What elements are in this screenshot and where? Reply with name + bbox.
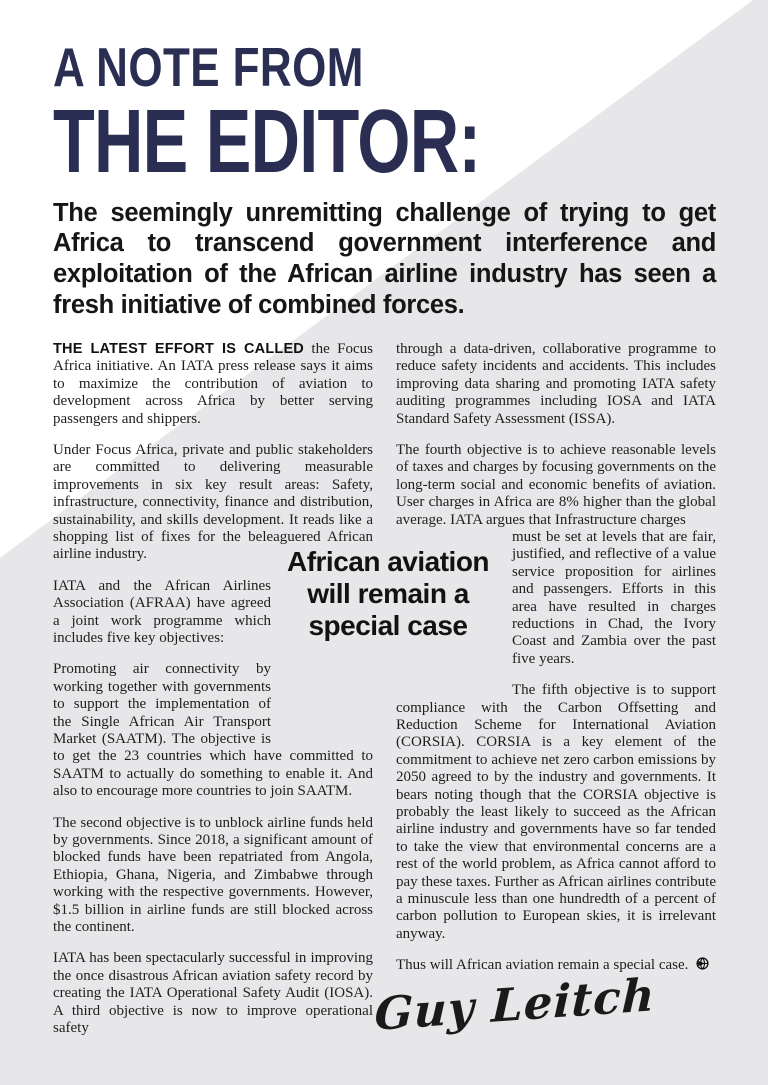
editor-signature: Guy Leitch xyxy=(373,968,657,1041)
right-column xyxy=(396,341,716,1052)
globe-end-mark-icon xyxy=(696,957,709,975)
page-content xyxy=(53,0,716,1052)
paragraph-text: must be set at levels that are fair, justified, and reflective of a value service proposition for airlines and passengers. Efforts in this area have resulted in charges reductions in Chad, the Ivory Coast and Zambia over the past five years. xyxy=(512,528,716,667)
paragraph-text: Thus will African aviation remain a special case. xyxy=(396,957,689,974)
pull-quote-text: African aviation will remain a special case xyxy=(286,545,490,642)
paragraph: Promoting air connectivity by working together with governments to support the implementation of the Single African Air Transport Market (SAATM). The objective is to get the 23 countries which have committed to SAATM to actually do something to enable it. And also to encourage more countries to join SAATM. xyxy=(53,661,373,800)
paragraph: The second objective is to unblock airline funds held by governments. Since 2018, a significant amount of blocked funds have been repatriated from Angola, Ethiopia, Ghana, Nigeria, and Zimbabwe through working with the respective governments. However, $1.5 billion in airline funds are still blocked across the continent. xyxy=(53,814,373,936)
paragraph: IATA has been spectacularly successful in improving the once disastrous African aviation safety record by creating the IATA Operational Safety Audit (IOSA). A third objective is now to improve operational safety xyxy=(53,950,373,1037)
article-columns xyxy=(53,341,716,1052)
paragraph xyxy=(53,341,373,428)
paragraph: The fifth objective is to support compliance with the Carbon Offsetting and Reduction Scheme for International Aviation (CORSIA). CORSIA is a key element of the commitment to achieve net zero carbon emissions by 2050 agreed to by the industry and governments. It bears noting though that the CORSIA objective is probably the least likely to succeed as the African airline industry and governments have so far tended to take the view that environmental concerns are a rest of the world problem, as Africa cannot afford to pay these taxes. Further as African airlines contribute a minuscule less than one hundredth of a percent of carbon pollution to European skies, it is irrelevant anyway. xyxy=(396,682,716,942)
pull-quote-spacer xyxy=(271,578,373,732)
standfirst: The seemingly unremitting challenge of trying to get Africa to transcend government interference and exploitation of the African airline industry has seen a fresh initiative of combined forces. xyxy=(53,198,716,320)
paragraph: Under Focus Africa, private and public stakeholders are committed to delivering measurable improvements in six key result areas: Safety, infrastructure, connectivity, finance and distribution, sustainability, and skills development. It reads like a shopping list of fixes for the beleaguered African airline industry. xyxy=(53,441,373,563)
title-line-2: THE EDITOR: xyxy=(53,92,481,192)
page-title xyxy=(53,0,716,192)
paragraph: through a data-driven, collaborative programme to reduce safety incidents and accidents. This includes improving data sharing and promoting IATA safety auditing programmes including IOSA and IATA Standard Safety Assessment (ISSA). xyxy=(396,340,716,427)
paragraph-text: the Focus Africa initiative. An IATA press release says it aims to maximize the contribution of aviation to development across Africa by better serving passengers and shippers. xyxy=(53,340,373,427)
paragraph: IATA and the African Airlines Association (AFRAA) have agreed a joint work programme which includes five key objectives: xyxy=(53,577,271,646)
title-line-1: A NOTE FROM xyxy=(53,36,364,98)
paragraph: The fourth objective is to achieve reasonable levels of taxes and charges by focusing governments on the long-term social and economic benefits of aviation. User charges in Africa are 8% higher than the global average. IATA argues that Infrastructure charges xyxy=(396,441,716,528)
pull-quote-spacer xyxy=(396,529,512,697)
left-column xyxy=(53,341,373,1052)
lead-in: THE LATEST EFFORT IS CALLED xyxy=(53,340,304,357)
paragraph xyxy=(396,529,716,668)
